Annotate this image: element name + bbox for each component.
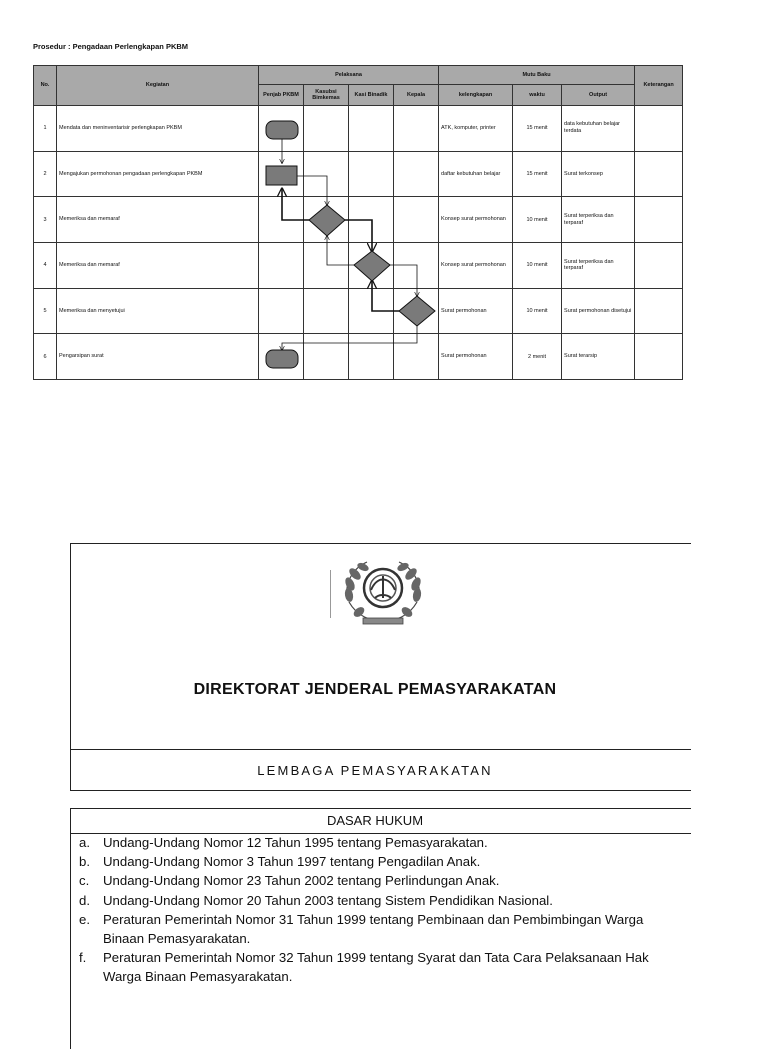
- legal-basis-text: Undang-Undang Nomor 23 Tahun 2002 tentang Perlindungan Anak.: [103, 873, 500, 889]
- row-kegiatan: Pengarsipan surat: [57, 334, 259, 380]
- cell-penjab: [259, 288, 304, 334]
- row-no: 3: [34, 197, 57, 243]
- legal-basis-marker: b.: [79, 854, 90, 870]
- cell-kasubsi: [304, 334, 349, 380]
- cell-kepala: [394, 106, 439, 152]
- procedure-title: Prosedur : Pengadaan Perlengkapan PKBM: [33, 42, 189, 51]
- pemasyarakatan-emblem-icon: [333, 554, 433, 632]
- logo-divider: [330, 570, 331, 618]
- row-output: Surat terperiksa dan terparaf: [562, 197, 635, 243]
- row-waktu: 10 menit: [513, 288, 562, 334]
- table-row: [34, 334, 683, 380]
- cell-kasi: [349, 334, 394, 380]
- table-row: [34, 243, 683, 289]
- row-output: Surat terkonsep: [562, 151, 635, 197]
- legal-basis-text: Peraturan Pemerintah Nomor 32 Tahun 1999 tentang Syarat dan Tata Cara Pelaksanaan Hak Warga Binaan Pemasyarakatan.: [103, 950, 649, 985]
- header-output: Output: [562, 85, 635, 106]
- institution-title: LEMBAGA PEMASYARAKATAN: [257, 763, 493, 778]
- row-keterangan: [635, 151, 683, 197]
- legal-basis-list: [79, 833, 679, 987]
- cell-kasi: [349, 243, 394, 289]
- legal-basis-marker: d.: [79, 892, 90, 908]
- legal-basis-item: [79, 871, 679, 890]
- cell-penjab: [259, 151, 304, 197]
- header-kelengkapan: kelengkapan: [439, 85, 513, 106]
- header-keterangan: Keterangan: [635, 66, 683, 106]
- row-waktu: 15 menit: [513, 106, 562, 152]
- legal-basis-text: Undang-Undang Nomor 12 Tahun 1995 tentang Pemasyarakatan.: [103, 835, 488, 850]
- sop-table: [33, 65, 683, 380]
- header-kasi: Kasi Binadik: [349, 85, 394, 106]
- header-kegiatan: Kegiatan: [57, 66, 259, 106]
- row-kegiatan: Mendata dan meninventarisir perlengkapan PKBM: [57, 106, 259, 152]
- row-keterangan: [635, 334, 683, 380]
- row-output: Surat permohonan disetujui: [562, 288, 635, 334]
- cover-divider: [71, 749, 691, 750]
- cell-kasi: [349, 288, 394, 334]
- row-kelengkapan: Surat permohonan: [439, 334, 513, 380]
- cell-kepala: [394, 334, 439, 380]
- row-keterangan: [635, 106, 683, 152]
- cell-kasi: [349, 106, 394, 152]
- row-output: data kebutuhan belajar terdata: [562, 106, 635, 152]
- legal-basis-item: [79, 833, 679, 852]
- row-output: Surat terperiksa dan terparaf: [562, 243, 635, 289]
- cell-penjab: [259, 197, 304, 243]
- legal-basis-marker: a.: [79, 835, 90, 850]
- row-kegiatan: Memeriksa dan menyetujui: [57, 288, 259, 334]
- header-kasubsi: Kasubsi Bimkemas: [304, 85, 349, 106]
- legal-basis-marker: f.: [79, 950, 87, 966]
- header-mutu-baku: Mutu Baku: [439, 66, 635, 85]
- row-waktu: 15 menit: [513, 151, 562, 197]
- cover-panel: [70, 543, 691, 791]
- cell-kepala: [394, 151, 439, 197]
- cell-kasubsi: [304, 243, 349, 289]
- row-keterangan: [635, 197, 683, 243]
- row-waktu: 10 menit: [513, 197, 562, 243]
- row-output: Surat terarsip: [562, 334, 635, 380]
- legal-basis-item: [79, 852, 679, 871]
- cell-kepala: [394, 197, 439, 243]
- cell-kepala: [394, 288, 439, 334]
- header-kepala: Kepala: [394, 85, 439, 106]
- row-kelengkapan: Konsep surat permohonan: [439, 243, 513, 289]
- row-kegiatan: Memeriksa dan memaraf: [57, 243, 259, 289]
- row-keterangan: [635, 243, 683, 289]
- row-kegiatan: Mengajukan permohonan pengadaan perlengkapan PKBM: [57, 151, 259, 197]
- cell-kasi: [349, 151, 394, 197]
- table-row: [34, 288, 683, 334]
- directorate-title: DIREKTORAT JENDERAL PEMASYARAKATAN: [193, 681, 557, 698]
- row-kelengkapan: Surat permohonan: [439, 288, 513, 334]
- row-no: 6: [34, 334, 57, 380]
- table-header-row: [34, 66, 683, 85]
- cell-kepala: [394, 243, 439, 289]
- header-waktu: waktu: [513, 85, 562, 106]
- legal-basis-panel: [70, 808, 691, 1049]
- row-waktu: 2 menit: [513, 334, 562, 380]
- row-kelengkapan: daftar kebutuhan belajar: [439, 151, 513, 197]
- cell-kasubsi: [304, 197, 349, 243]
- cell-kasubsi: [304, 151, 349, 197]
- legal-basis-marker: c.: [79, 873, 90, 889]
- table-row: [34, 106, 683, 152]
- cell-penjab: [259, 243, 304, 289]
- row-kelengkapan: ATK, komputer, printer: [439, 106, 513, 152]
- row-no: 2: [34, 151, 57, 197]
- header-no: No.: [34, 66, 57, 106]
- table-row: [34, 197, 683, 243]
- row-kelengkapan: Konsep surat permohonan: [439, 197, 513, 243]
- row-no: 1: [34, 106, 57, 152]
- legal-basis-item: [79, 891, 679, 910]
- row-no: 5: [34, 288, 57, 334]
- table-row: [34, 151, 683, 197]
- legal-basis-text: Undang-Undang Nomor 20 Tahun 2003 tentang Sistem Pendidikan Nasional.: [103, 892, 553, 908]
- legal-basis-item: [79, 948, 679, 986]
- cell-kasubsi: [304, 288, 349, 334]
- cell-kasubsi: [304, 106, 349, 152]
- legal-basis-text: Peraturan Pemerintah Nomor 31 Tahun 1999 tentang Pembinaan dan Pembimbingan Warga Binaan Pemasyarakatan.: [103, 911, 644, 947]
- legal-basis-item: [79, 910, 679, 948]
- legal-basis-text: Undang-Undang Nomor 3 Tahun 1997 tentang Pengadilan Anak.: [103, 854, 481, 870]
- row-keterangan: [635, 288, 683, 334]
- table-body: [34, 106, 683, 380]
- legal-basis-marker: e.: [79, 911, 90, 927]
- cell-penjab: [259, 334, 304, 380]
- legal-basis-title: DASAR HUKUM: [326, 813, 424, 828]
- cell-penjab: [259, 106, 304, 152]
- cell-kasi: [349, 197, 394, 243]
- row-kegiatan: Memeriksa dan memaraf: [57, 197, 259, 243]
- header-pelaksana: Pelaksana: [259, 66, 439, 85]
- row-waktu: 10 menit: [513, 243, 562, 289]
- header-penjab: Penjab PKBM: [259, 85, 304, 106]
- row-no: 4: [34, 243, 57, 289]
